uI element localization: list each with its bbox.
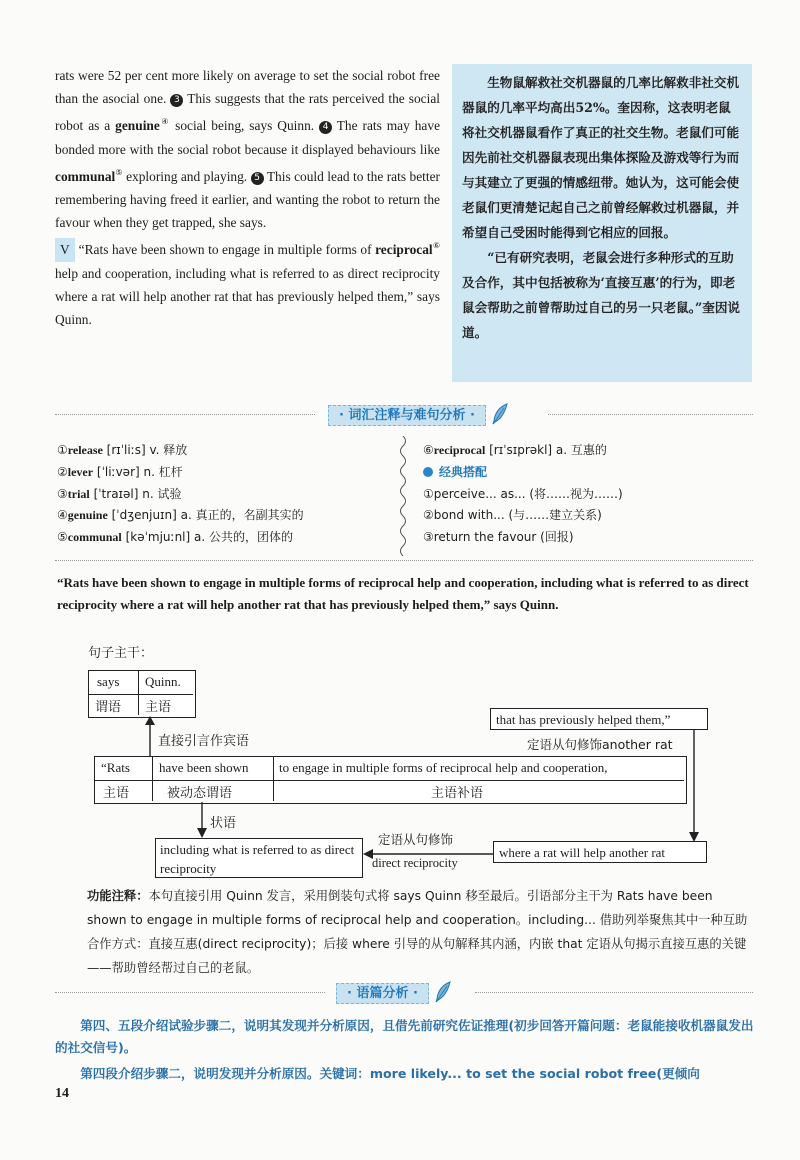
- translation-paragraph: “已有研究表明，老鼠会进行多种形式的互助及合作，其中包括被称为‘直接互惠’的行为，即老鼠会帮助之前曾帮助过自己的另一只老鼠。”奎因说道。: [462, 250, 741, 340]
- function-text: 本句直接引用 Quinn 发言，采用倒装句式将 says Quinn 移至最后。引语部分主干为 Rats have been shown to engage in multiple forms of reciprocal help and cooperation。including... 借助列举聚焦其中一种互助合作方式：直接互惠(direct reciprocity)；后接 where 引导的从句解释其内涵，内嵌 that 定语从句揭示直接互惠的关键——帮助曾经帮过自己的老鼠。: [87, 889, 748, 975]
- vocab-item: [57, 505, 304, 527]
- vocab-item: [57, 462, 304, 484]
- word: reciprocal: [433, 443, 486, 457]
- vocab-item: [423, 440, 623, 462]
- discourse-analysis: [55, 1015, 755, 1085]
- paragraph-5: [55, 234, 440, 331]
- label-predicate: 谓语: [95, 700, 122, 715]
- where-clause-box: where a rat will help another rat: [493, 841, 707, 863]
- collocation-item: ②bond with... (与……建立关系): [423, 508, 602, 523]
- that-clause-box: that has previously helped them,”: [490, 708, 708, 730]
- passive-predicate: have been shown: [159, 760, 249, 775]
- mark: ②: [57, 464, 68, 479]
- key-sentence: “Rats have been shown to engage in multiple forms of reciprocal help and cooperation, including what is referred to as direct reciprocity where a rat will help another rat that has previously helped them,” says Quinn.: [57, 575, 749, 612]
- divider-line: [152, 757, 153, 801]
- paragraph-marker: V: [55, 238, 75, 261]
- mark: ⑤: [57, 530, 68, 545]
- title-text: 词汇注释与难句分析: [348, 407, 466, 423]
- footnote-mark: ⑥: [432, 241, 440, 251]
- title-text: 语篇分析: [356, 985, 409, 1001]
- definition: [kəˈmjuːnl] a. 公共的，团体的: [121, 530, 293, 545]
- divider: [548, 414, 753, 415]
- bullet-icon: [423, 467, 433, 477]
- text: social being, says Quinn.: [175, 118, 315, 134]
- verb-says: says: [97, 674, 120, 689]
- chinese-translation-box: [452, 64, 752, 382]
- word: lever: [67, 464, 94, 479]
- mark: ③: [57, 486, 68, 501]
- main-clause-box: [88, 670, 196, 718]
- sentence-number: 4: [319, 121, 332, 134]
- label-attributive-clause-1: 定语从句修饰another rat: [527, 737, 673, 752]
- analysis-paragraph: 第四、五段介绍试验步骤二，说明其发现并分析原因，且借先前研究佐证推理(初步回答开篇问题：老鼠能接收机器鼠发出的社交信号)。: [55, 1018, 754, 1055]
- mark: ①: [57, 443, 68, 457]
- label-subject-complement: 主语补语: [431, 786, 484, 801]
- diagram-heading: 句子主干：: [88, 646, 154, 661]
- collocation-item: ①perceive... as... (将……视为……): [423, 486, 623, 501]
- separator-squiggle: [397, 436, 409, 556]
- function-note: [87, 884, 755, 980]
- paragraph-4: [55, 64, 440, 234]
- arrow-up: [140, 716, 160, 756]
- quote-clause-box: [94, 756, 687, 804]
- text: This suggests that the rats perceived the social robot as a: [55, 91, 440, 134]
- keyword: genuine: [115, 118, 160, 134]
- function-label: 功能注释：: [87, 889, 149, 903]
- section-title: · 语篇分析 ·: [336, 983, 429, 1004]
- sentence-number: 5: [251, 172, 264, 185]
- vocab-list-right: [423, 440, 623, 549]
- arrow-down: [686, 730, 702, 842]
- section-title: · 词汇注释与难句分析 ·: [328, 405, 486, 426]
- text: exploring and playing.: [126, 168, 248, 184]
- text: “Rats have been shown to engage in multiple forms of: [78, 242, 372, 258]
- quill-icon: [434, 981, 452, 1003]
- keyword: reciprocal: [375, 242, 433, 258]
- label-subject: 主语: [103, 786, 130, 801]
- label-attributive-clause-2: 定语从句修饰: [378, 832, 454, 847]
- subject-rats: “Rats: [101, 760, 130, 775]
- heading-text: 经典搭配: [439, 464, 488, 479]
- sentence-number: 3: [170, 94, 183, 107]
- keyword: communal: [55, 168, 116, 184]
- divider-line: [95, 780, 684, 781]
- vocab-item: [57, 440, 304, 462]
- translation-paragraph: 生物鼠解救社交机器鼠的几率比解救非社交机器鼠的几率平均高出52%。奎因称，这表明老鼠将社交机器鼠看作了真正的社交生物。老鼠们可能因先前社交机器鼠表现出集体探险及游戏等行为而与其建立了更强的情感纽带。她认为，这可能会使老鼠们更清楚记起自己之前曾经解救过机器鼠，并希望自己受困时能得到它相应的回报。: [462, 75, 740, 240]
- vocab-item: [57, 527, 304, 549]
- discourse-section-header: [336, 981, 452, 1003]
- subject-complement: to engage in multiple forms of reciprocal help and cooperation,: [279, 760, 608, 775]
- divider: [55, 992, 325, 993]
- definition: [ˈdʒenjuɪn] a. 真正的，名副其实的: [107, 508, 304, 523]
- word: communal: [67, 530, 122, 545]
- vocab-section-header: [328, 403, 509, 425]
- vocab-item: [57, 484, 304, 506]
- word: trial: [67, 486, 90, 501]
- mark: ⑥: [423, 443, 434, 457]
- quill-icon: [491, 403, 509, 425]
- collocation-heading: [423, 462, 623, 484]
- page-number: 14: [55, 1086, 69, 1101]
- label-direct-quote-object: 直接引言作宾语: [158, 734, 250, 749]
- divider-line: [89, 694, 193, 695]
- text: rats were 52 per cent more likely on average to set the social robot free than the asocial one.: [55, 68, 440, 107]
- footnote-mark: ④: [159, 117, 171, 127]
- text: This could lead to the rats better remembering having freed it earlier, and wanting the robot to return the favour when they get trapped, she says.: [55, 168, 440, 231]
- including-box: including what is referred to as direct reciprocity: [155, 838, 363, 878]
- definition: [ˈtraɪəl] n. 试验: [89, 486, 182, 501]
- label-adverbial: 状语: [210, 816, 237, 831]
- analysis-paragraph: 第四段介绍步骤二，说明发现并分析原因。关键词：more likely... to set the social robot free(更倾向: [80, 1066, 700, 1081]
- definition: [rɪˈliːs] v. 释放: [102, 443, 188, 457]
- english-passage: [55, 64, 440, 331]
- text: The rats may have bonded more with the social robot because it displayed behaviours like: [55, 118, 441, 157]
- definition: [ˈliːvər] n. 杠杆: [93, 464, 183, 479]
- label-direct-reciprocity: direct reciprocity: [372, 856, 458, 870]
- mark: ④: [57, 508, 68, 523]
- word: release: [67, 443, 103, 457]
- label-passive-predicate: 被动态谓语: [167, 786, 233, 801]
- divider: [55, 560, 753, 561]
- definition: [rɪˈsɪprəkl] a. 互惠的: [485, 443, 607, 457]
- text: help and cooperation, including what is referred to as direct reciprocity where a rat will help another rat that has previously helped them,” says Quinn.: [55, 265, 440, 328]
- vocab-list-left: [57, 440, 304, 549]
- divider-line: [273, 757, 274, 801]
- divider-line: [138, 671, 139, 715]
- divider: [55, 414, 315, 415]
- subject-quinn: Quinn.: [145, 674, 181, 689]
- arrow-down: [194, 802, 210, 838]
- divider: [475, 992, 753, 993]
- collocation-item: ③return the favour (回报): [423, 530, 574, 545]
- footnote-mark: ⑤: [115, 167, 123, 177]
- word: genuine: [67, 508, 108, 523]
- label-subject: 主语: [145, 700, 172, 715]
